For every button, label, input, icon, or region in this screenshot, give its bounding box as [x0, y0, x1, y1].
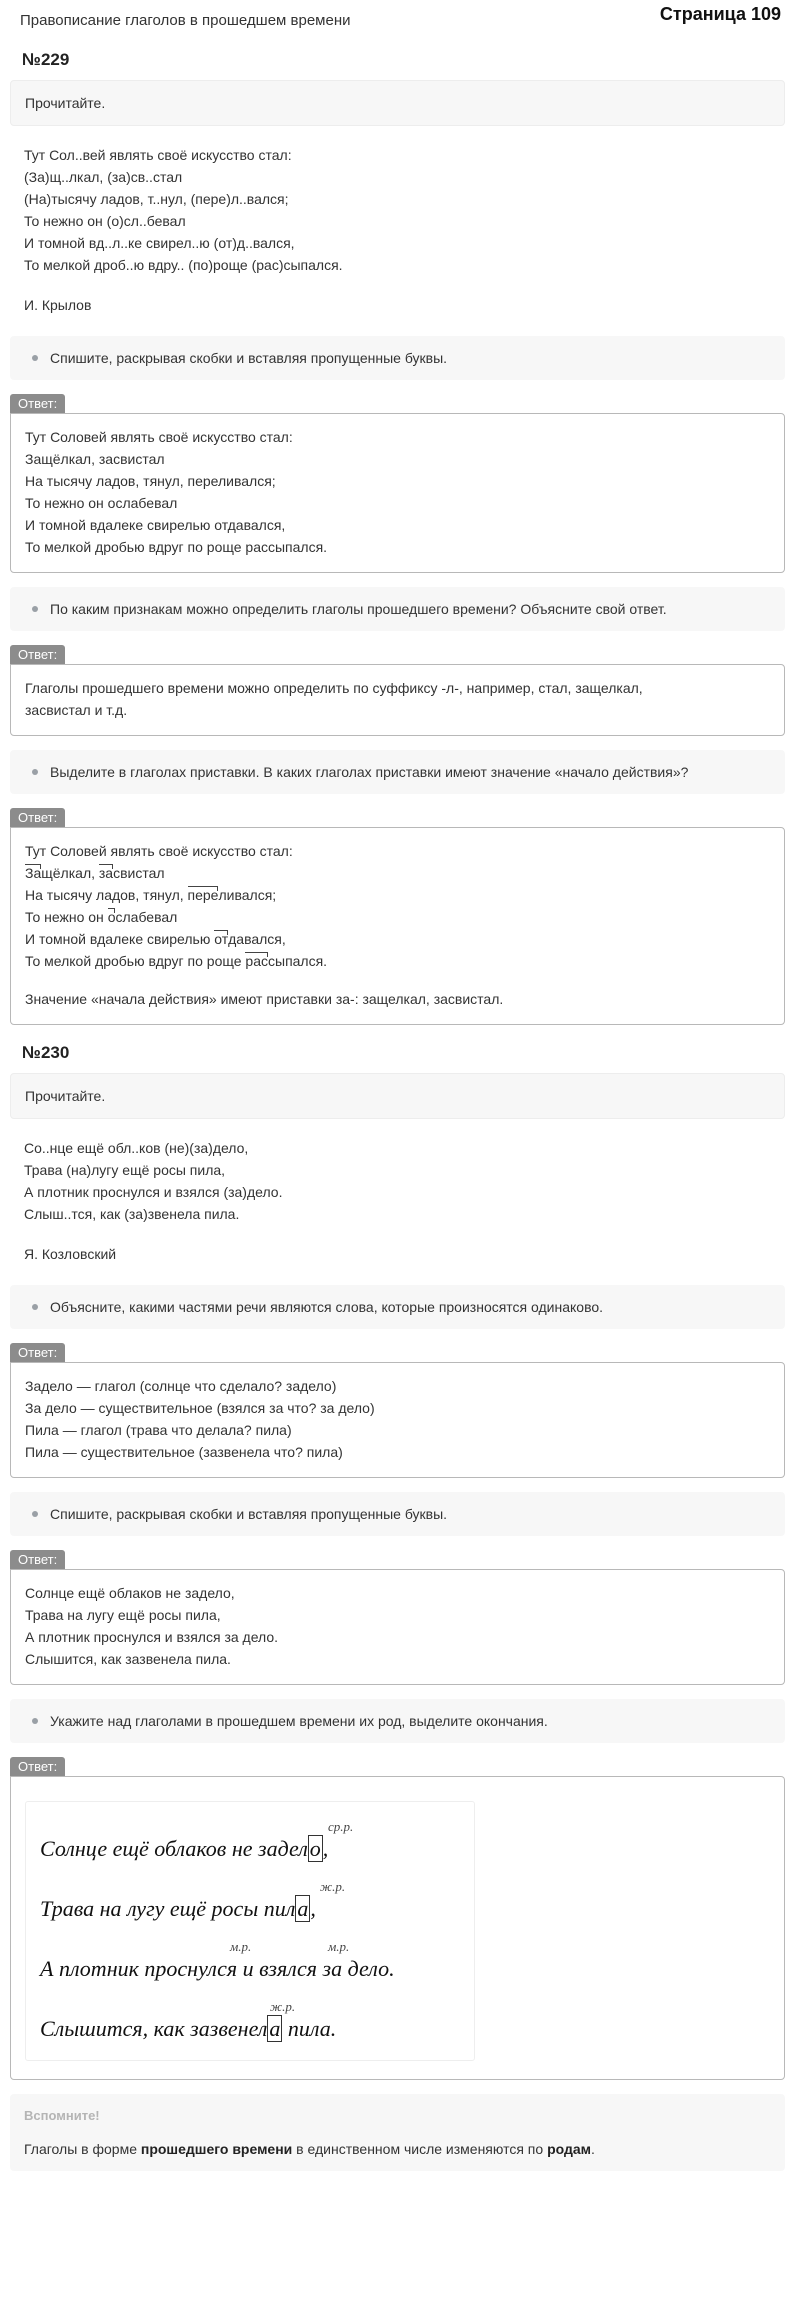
answer-line: Солнце ещё облаков не задело, [25, 1585, 235, 1601]
poem [10, 1119, 795, 1271]
spacer [25, 972, 770, 988]
exercise-number: №229 [22, 50, 70, 69]
answer-line: Тут Соловей являть своё искусство стал: [25, 429, 293, 445]
poem-line: Трава (на)лугу ещё росы пила, [24, 1162, 226, 1178]
bullet-icon [32, 606, 38, 612]
gender-annotation: м.р. [328, 1939, 350, 1954]
text-part: Слышится, как зазвенел [40, 2016, 268, 2041]
bullet-icon [32, 1718, 38, 1724]
ending-mark: а [269, 2016, 281, 2041]
answer-label: Ответ: [10, 645, 65, 664]
hand-line [40, 1812, 460, 1872]
answer-box [10, 1776, 785, 2080]
bullet-icon [32, 1304, 38, 1310]
answer-line: На тысячу ладов, тянул, переливался; [25, 473, 276, 489]
answer-line: Пила — существительное (зазвенела что? пила) [25, 1444, 343, 1460]
prefix-mark: за [99, 862, 113, 884]
text-part: Трава на лугу ещё росы пил [40, 1896, 296, 1921]
task-text: Прочитайте. [25, 1088, 106, 1104]
text-part: слабевал [115, 909, 178, 925]
answer-line: То мелкой дробью вдруг по роще рассыпался. [25, 539, 328, 555]
question-box [10, 336, 785, 380]
answer-line: И томной вдалеке свирелью отдавался, [25, 517, 286, 533]
text-part: , [310, 1896, 316, 1921]
prefix-mark: рас [245, 950, 268, 972]
ending-mark: а [297, 1896, 309, 1921]
answer-box [10, 413, 785, 573]
question-box [10, 1492, 785, 1536]
gender-annotation: ж.р. [270, 1999, 296, 2014]
text-part: пила. [282, 2016, 337, 2041]
answer-label: Ответ: [10, 394, 65, 413]
question-text: Спишите, раскрывая скобки и вставляя пропущенные буквы. [50, 1506, 448, 1522]
answer-block [10, 394, 785, 573]
answer-line: засвистал и т.д. [25, 702, 128, 718]
answer-box [10, 827, 785, 1025]
question-text: Объясните, какими частями речи являются слова, которые произносятся одинаково. [50, 1299, 604, 1315]
remember-box [10, 2094, 785, 2171]
poem-author: И. Крылов [24, 297, 92, 313]
bullet-icon [32, 355, 38, 361]
answer-line: Защёлкал, засвистал [25, 451, 165, 467]
text-part: А плотник проснулся и взялся за дело. [40, 1956, 395, 1981]
poem-line: (На)тысячу ладов, т..нул, (пере)л..вался; [24, 191, 289, 207]
answer-label: Ответ: [10, 1343, 65, 1362]
answer-line [25, 906, 770, 928]
answer-block [10, 645, 785, 736]
page-number: Страница 109 [659, 4, 781, 24]
task-text: Прочитайте. [25, 95, 106, 111]
poem-line: И томной вд..л..ке свирел..ю (от)д..вался, [24, 235, 295, 251]
text-part: , [322, 1836, 329, 1861]
text-part: давался, [228, 931, 286, 947]
answer-block [10, 1757, 785, 2080]
text-part: То нежно он [25, 909, 108, 925]
answer-line: А плотник проснулся и взялся за дело. [25, 1629, 279, 1645]
question-box [10, 1285, 785, 1329]
answer-line [25, 862, 770, 884]
gender-annotation: м.р. [230, 1939, 252, 1954]
prefix-mark: от [214, 928, 228, 950]
question-text: По каким признакам можно определить глаголы прошедшего времени? Объясните свой ответ. [50, 601, 667, 617]
question-text: Выделите в глаголах приставки. В каких глаголах приставки имеют значение «начало действия»? [50, 764, 689, 780]
poem-line: То мелкой дроб..ю вдру.. (по)роще (рас)сыпался. [24, 257, 343, 273]
answer-line: Слышится, как зазвенела пила. [25, 1651, 231, 1667]
bold-term: прошедшего времени [140, 2141, 293, 2157]
poem-line: Слыш..тся, как (за)звенела пила. [24, 1206, 240, 1222]
poem-line: Со..нце ещё обл..ков (не)(за)дело, [24, 1140, 249, 1156]
prefix-mark: За [25, 862, 41, 884]
text-part: ливался; [218, 887, 277, 903]
poem-line: То нежно он (о)сл..бевал [24, 213, 186, 229]
remember-text [24, 2141, 771, 2157]
answer-label: Ответ: [10, 1757, 65, 1776]
remember-title: Вспомните! [24, 2108, 100, 2123]
text-part: Глаголы в форме [24, 2141, 141, 2157]
answer-line: Задело — глагол (солнце что сделало? задело) [25, 1378, 337, 1394]
answer-line: Трава на лугу ещё росы пила, [25, 1607, 221, 1623]
poem [10, 126, 795, 322]
answer-line: Пила — глагол (трава что делала? пила) [25, 1422, 292, 1438]
answer-line: То нежно он ослабевал [25, 495, 178, 511]
word-rest: свистал [113, 865, 165, 881]
answer-line [25, 928, 770, 950]
answer-line: За дело — существительное (взялся за что? за дело) [25, 1400, 375, 1416]
question-text: Укажите над глаголами в прошедшем времени их род, выделите окончания. [50, 1713, 548, 1729]
answer-block [10, 808, 785, 1025]
gender-annotation: ж.р. [320, 1879, 346, 1894]
question-box [10, 750, 785, 794]
hand-line [40, 1932, 460, 1992]
gender-annotation: ср.р. [328, 1819, 354, 1834]
ending-mark: о [309, 1836, 321, 1861]
question-box [10, 587, 785, 631]
prefix-mark: пере [188, 884, 219, 906]
answer-block [10, 1550, 785, 1685]
text-part: И томной вдалеке свирелью [25, 931, 215, 947]
answer-line [25, 884, 770, 906]
bullet-icon [32, 1511, 38, 1517]
prefix-mark: о [108, 906, 116, 928]
answer-line [25, 950, 770, 972]
hand-line [40, 1992, 460, 2052]
question-text: Спишите, раскрывая скобки и вставляя пропущенные буквы. [50, 350, 448, 366]
handwritten-answer [25, 1801, 475, 2061]
answer-line: Тут Соловей являть своё искусство стал: [25, 843, 293, 859]
answer-box [10, 1569, 785, 1685]
answer-block [10, 1343, 785, 1478]
question-box [10, 1699, 785, 1743]
text-part: сыпался. [268, 953, 328, 969]
poem-author: Я. Козловский [24, 1246, 117, 1262]
answer-label: Ответ: [10, 1550, 65, 1569]
poem-line: (За)щ..лкал, (за)св..стал [24, 169, 183, 185]
bold-term: родам [547, 2141, 592, 2157]
bullet-icon [32, 769, 38, 775]
answer-line: Глаголы прошедшего времени можно определить по суффиксу -л-, например, стал, защелкал, [25, 680, 643, 696]
word-rest: щёлкал, [41, 865, 99, 881]
text-part: То мелкой дробью вдруг по роще [25, 953, 246, 969]
answer-note: Значение «начала действия» имеют приставки за-: защелкал, засвистал. [25, 991, 504, 1007]
poem-line: Тут Сол..вей являть своё искусство стал: [24, 147, 292, 163]
hand-line [40, 1872, 460, 1932]
text-part: в единственном числе изменяются по [292, 2141, 548, 2157]
task-box [10, 80, 785, 126]
exercise-number: №230 [22, 1043, 70, 1062]
text-part: Солнце ещё облаков не задел [40, 1836, 308, 1861]
task-box [10, 1073, 785, 1119]
text-part: . [591, 2141, 595, 2157]
text-part: На тысячу ладов, тянул, [25, 887, 188, 903]
answer-label: Ответ: [10, 808, 65, 827]
poem-line: А плотник проснулся и взялся (за)дело. [24, 1184, 283, 1200]
document-title: Правописание глаголов в прошедшем времени [20, 12, 351, 29]
answer-box [10, 1362, 785, 1478]
page-header [10, 0, 795, 40]
answer-box [10, 664, 785, 736]
